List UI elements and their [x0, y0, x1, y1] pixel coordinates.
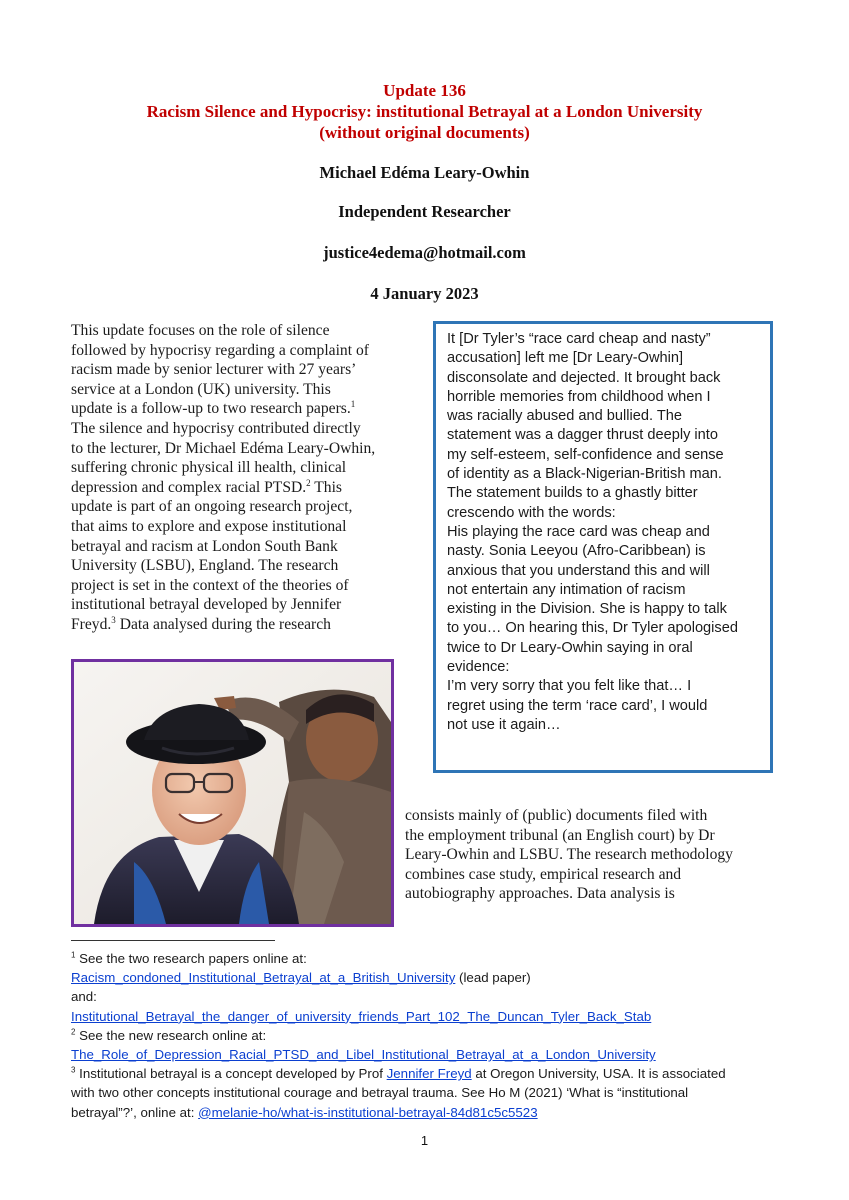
footnote-2: $^2$ See the new research online at: [71, 1027, 267, 1043]
footnote-3-line-2: with two other concepts institutional courage and betrayal trauma. See Ho M (2021) ‘What is “institutional [71, 1085, 689, 1101]
body-line: suffering chronic physical ill health, clinical [71, 459, 347, 477]
body-line: update is part of an ongoing research project, [71, 498, 353, 516]
body-left-column [71, 321, 421, 635]
quote-line: not entertain any intimation of racism [447, 581, 686, 598]
body-line: that aims to explore and expose institutional [71, 517, 347, 535]
footnote-separator [71, 940, 275, 941]
publication-date: 4 January 2023 [370, 284, 479, 303]
body-line: Leary-Owhin and LSBU. The research methodology [405, 846, 733, 864]
title-line-2: (without original documents) [319, 123, 530, 142]
author-affiliation: Independent Researcher [338, 202, 511, 221]
jennifer-freyd-link[interactable]: Jennifer Freyd [386, 1066, 472, 1082]
graduation-photo-image [74, 662, 391, 924]
footnote-1-link-line-2 [71, 1007, 791, 1026]
author-email: justice4edema@hotmail.com [323, 243, 526, 262]
quote-line: It [Dr Tyler’s “race card cheap and nasty” [447, 331, 711, 347]
footnote-1-and: and: [71, 989, 97, 1005]
footnote-1-link-line: Racism_condoned_Institutional_Betrayal_at_a_British_University (lead paper) [71, 970, 531, 986]
quote-line: twice to Dr Leary-Owhin saying in oral [447, 639, 693, 656]
body-line: depression and complex racial PTSD.$^2$ This [71, 477, 342, 496]
footnote-ref-1[interactable]: 1 [350, 399, 356, 410]
quote-line: was racially abused and bullied. The [447, 408, 682, 425]
update-number: Update 136 [383, 81, 466, 100]
body-line: consists mainly of (public) documents filed with [405, 807, 708, 824]
quote-line: disconsolate and dejected. It brought back [447, 369, 721, 386]
quote-line: accusation] left me [Dr Leary-Owhin] [447, 350, 684, 367]
body-line: The silence and hypocrisy contributed directly [71, 419, 361, 437]
body-line: institutional betrayal developed by Jennifer [71, 596, 342, 614]
footnote-2-link-line [71, 1045, 791, 1064]
body-line: project is set in the context of the theories of [71, 576, 349, 594]
quote-line: The statement builds to a ghastly bitter [447, 485, 698, 502]
quote-line: existing in the Division. She is happy to talk [447, 601, 727, 618]
quote-line: to you… On hearing this, Dr Tyler apologised [447, 620, 738, 637]
body-line: This update focuses on the role of silence [71, 322, 330, 339]
quote-line: regret using the term ‘race card’, I would [447, 697, 708, 714]
quote-line: crescendo with the words: [447, 504, 616, 521]
quote-line: His playing the race card was cheap and [447, 523, 710, 540]
body-line: combines case study, empirical research and [405, 865, 682, 883]
quote-line: evidence: [447, 659, 510, 676]
body-line: the employment tribunal (an English court) by Dr [405, 826, 715, 844]
quote-line: of identity as a Black-Nigerian-British man. [447, 466, 722, 483]
lead-paper-link[interactable]: Racism_condoned_Institutional_Betrayal_at_a_British_University [71, 970, 456, 986]
footnote-1: $^1$ See the two research papers online at: [71, 950, 307, 966]
quote-line: my self-esteem, self-confidence and sense [447, 446, 724, 463]
title-line-1: Racism Silence and Hypocrisy: institutional Betrayal at a London University [146, 102, 703, 121]
body-line: followed by hypocrisy regarding a complaint of [71, 341, 369, 359]
body-line: autobiography approaches. Data analysis is [405, 885, 675, 903]
quote-box [433, 321, 773, 773]
quote-line: statement was a dagger thrust deeply into [447, 427, 718, 444]
footnotes [71, 949, 791, 1122]
new-research-link[interactable]: The_Role_of_Depression_Racial_PTSD_and_Libel_Institutional_Betrayal_at_a_London_University [71, 1047, 656, 1063]
melanie-ho-link[interactable]: @melanie-ho/what-is-institutional-betrayal-84d81c5c5523 [198, 1104, 538, 1120]
footnote-3: $^3$ Institutional betrayal is a concept developed by Prof Jennifer Freyd at Oregon University, USA. It is associated [71, 1065, 726, 1082]
quote-line: I’m very sorry that you felt like that… I [447, 678, 692, 695]
body-right-continuation [405, 806, 825, 904]
graduation-photo [71, 659, 394, 927]
footnote-3-line-3: betrayal”?’, online at: @melanie-ho/what-is-institutional-betrayal-84d81c5c5523 [71, 1104, 538, 1120]
body-line: racism made by senior lecturer with 27 years’ [71, 361, 357, 379]
body-line: betrayal and racism at London South Bank [71, 537, 338, 555]
quote-line: not use it again… [447, 716, 561, 733]
quote-line: horrible memories from childhood when I [447, 388, 711, 405]
body-line: to the lecturer, Dr Michael Edéma Leary-Owhin, [71, 439, 376, 457]
body-line: service at a London (UK) university. This [71, 380, 331, 398]
page-number: 1 [420, 1133, 429, 1148]
quote-line: anxious that you understand this and will [447, 562, 710, 579]
footnote-ref-3[interactable]: 3 [111, 614, 116, 625]
footnote-ref-2[interactable]: 2 [306, 477, 311, 488]
second-paper-link[interactable]: Institutional_Betrayal_the_danger_of_university_friends_Part_102_The_Duncan_Tyler_Back_Stab [71, 1008, 652, 1024]
body-line: update is a follow-up to two research papers.$^1$ [71, 399, 356, 418]
quote-line: nasty. Sonia Leeyou (Afro-Caribbean) is [447, 543, 706, 560]
body-line: University (LSBU), England. The research [71, 557, 339, 575]
body-line: Freyd.$^3$ Data analysed during the research [71, 614, 331, 633]
author-name: Michael Edéma Leary-Owhin [319, 163, 530, 182]
